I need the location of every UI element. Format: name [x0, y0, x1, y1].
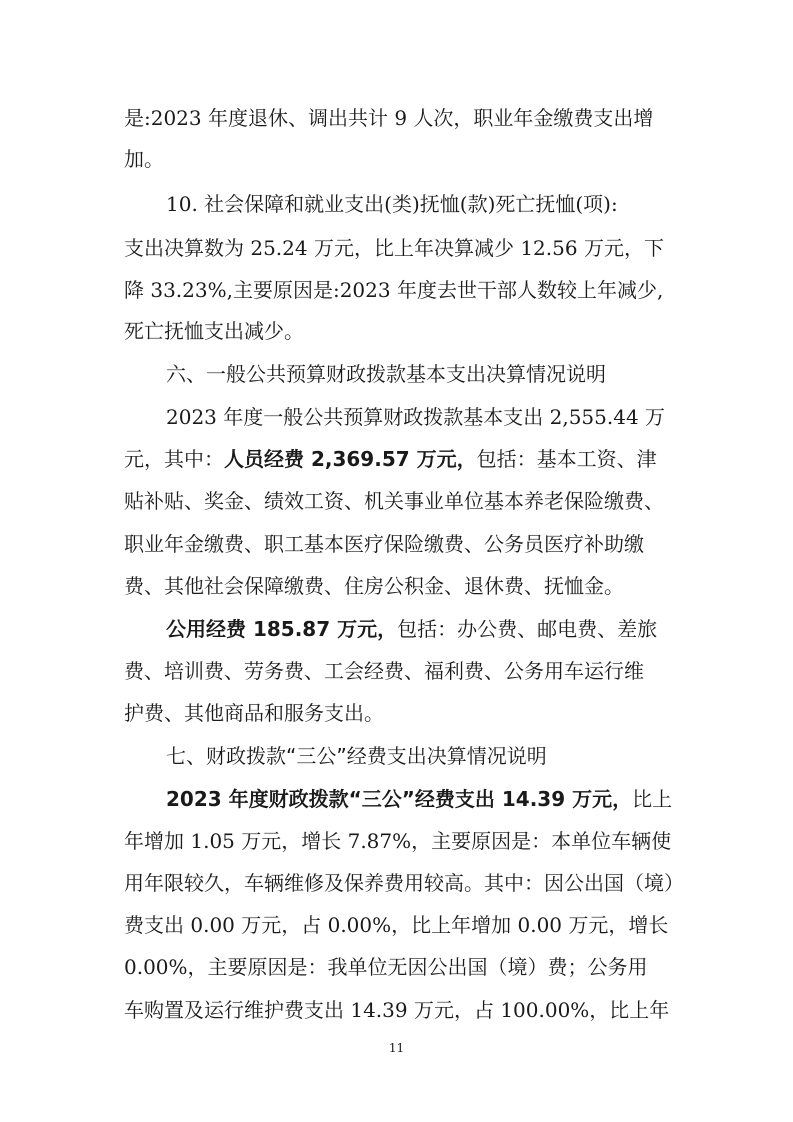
text-line	[124, 226, 684, 270]
text-line	[124, 309, 684, 353]
text-segment: 贴补贴、奖金、绩效工资、机关事业单位基本养老保险缴费、	[124, 489, 664, 513]
text-line	[124, 649, 684, 693]
text-segment: 比上	[632, 787, 673, 811]
page-number: 11	[388, 1041, 405, 1055]
bold-text-segment: 2023 年度财政拨款“三公”经费支出 14.39 万元，	[166, 787, 633, 811]
heading-text: 六、一般公共预算财政拨款基本支出决算情况说明	[166, 362, 606, 386]
text-segment: 包括：基本工资、津	[476, 447, 657, 471]
text-segment: 降 33.23%,主要原因是:2023 年度去世干部人数较上年减少,	[124, 278, 664, 302]
text-line	[124, 479, 684, 523]
text-line	[124, 268, 684, 312]
text-segment: 2023 年度一般公共预算财政拨款基本支出 2,555.44 万	[166, 405, 666, 429]
text-segment: 费、培训费、劳务费、工会经费、福利费、公务用车运行维	[124, 659, 644, 683]
text-line	[124, 691, 684, 735]
text-segment: 0.00%，主要原因是：我单位无因公出国（境）费；公务用	[124, 955, 648, 979]
heading-text: 七、财政拨款“三公”经费支出决算情况说明	[166, 744, 547, 768]
text-segment: 10. 社会保障和就业支出(类)抚恤(款)死亡抚恤(项):	[166, 192, 618, 216]
text-line	[166, 395, 686, 439]
text-line	[124, 137, 684, 181]
text-segment: 护费、其他商品和服务支出。	[124, 701, 384, 725]
text-segment: 用年限较久，车辆维修及保养费用较高。其中：因公出国（境）	[124, 871, 684, 895]
text-line	[124, 522, 684, 566]
section-heading	[166, 352, 686, 396]
text-line	[124, 988, 684, 1032]
text-segment: 是:2023 年度退休、调出共计 9 人次，职业年金缴费支出增	[124, 106, 654, 130]
text-segment: 车购置及运行维护费支出 14.39 万元，占 100.00%，比上年	[124, 998, 670, 1022]
text-line	[166, 182, 686, 226]
text-line	[124, 819, 684, 863]
text-line	[124, 861, 684, 905]
text-segment: 加。	[124, 147, 164, 171]
text-segment: 死亡抚恤支出减少。	[124, 319, 304, 343]
section-heading	[166, 734, 686, 778]
text-line	[124, 437, 684, 481]
text-segment: 包括：办公费、邮电费、差旅	[397, 617, 658, 641]
text-line	[124, 945, 684, 989]
text-line	[166, 777, 686, 821]
bold-text-segment: 人员经费 2,369.57 万元，	[224, 447, 477, 471]
text-line	[166, 607, 686, 651]
text-segment: 年增加 1.05 万元，增长 7.87%，主要原因是：本单位车辆使	[124, 829, 672, 853]
bold-text-segment: 公用经费 185.87 万元，	[166, 617, 398, 641]
text-segment: 元，其中：	[124, 447, 224, 471]
text-segment: 支出决算数为 25.24 万元，比上年决算减少 12.56 万元，下	[124, 236, 664, 260]
text-line	[124, 564, 684, 608]
text-segment: 职业年金缴费、职工基本医疗保险缴费、公务员医疗补助缴	[124, 532, 644, 556]
text-line	[124, 96, 684, 140]
text-segment: 费支出 0.00 万元，占 0.00%，比上年增加 0.00 万元，增长	[124, 913, 669, 937]
text-line	[124, 903, 684, 947]
text-segment: 费、其他社会保障缴费、住房公积金、退休费、抚恤金。	[124, 574, 624, 598]
